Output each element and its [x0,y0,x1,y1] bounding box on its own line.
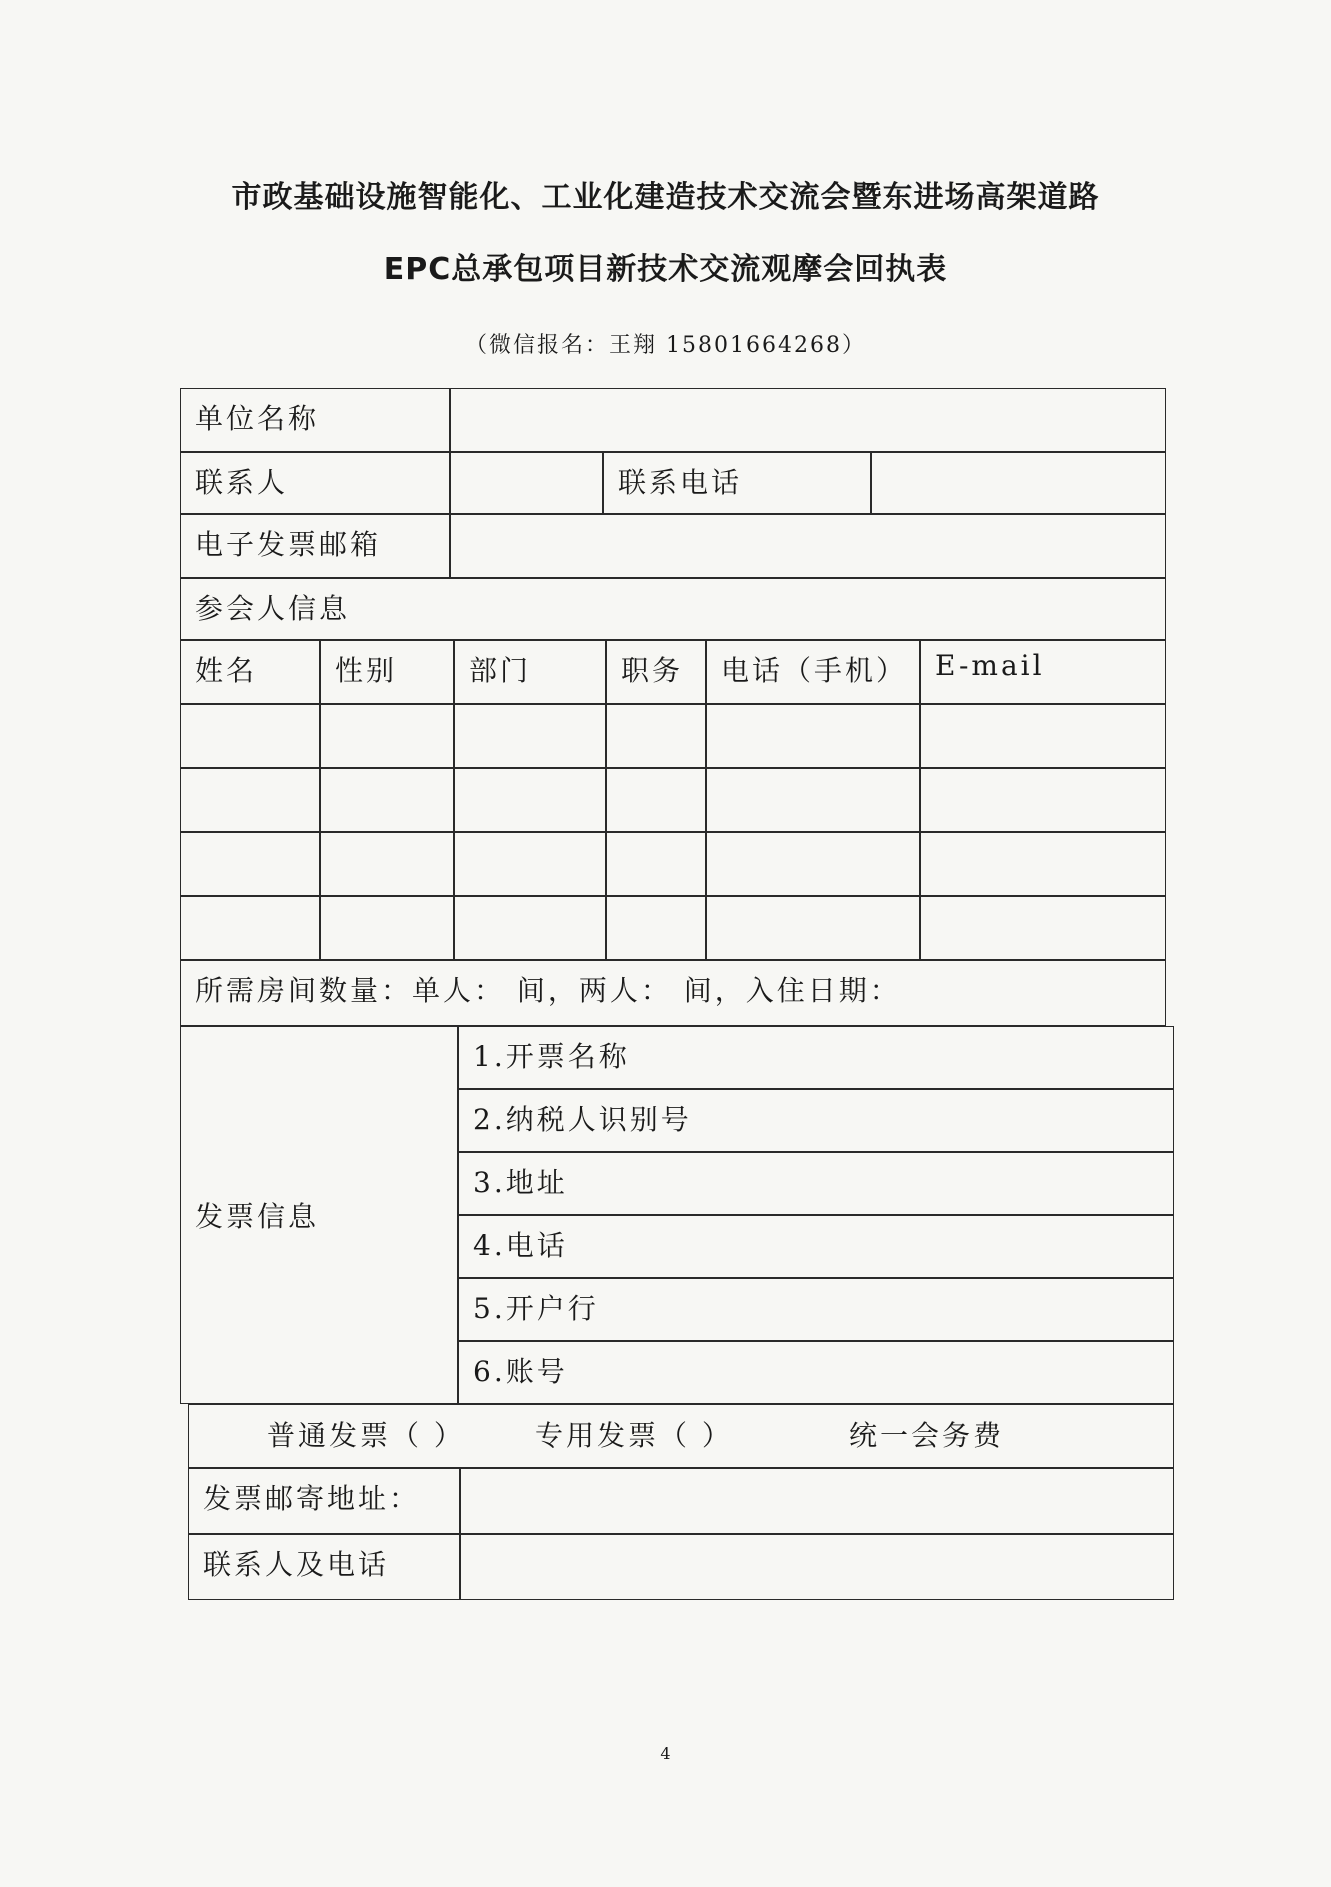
form-title-line-2: EPC总承包项目新技术交流观摩会回执表 [383,252,948,287]
invoice-item-phone[interactable]: 4.电话 [458,1215,1174,1278]
attendee-cell[interactable] [920,896,1166,960]
attendee-cell[interactable] [180,832,320,896]
attendee-cell[interactable] [180,896,320,960]
contact-and-phone-field[interactable] [460,1534,1174,1600]
page-number: 4 [660,1744,671,1763]
attendee-cell[interactable] [320,896,454,960]
attendee-cell[interactable] [454,704,606,768]
wechat-registration-note: （微信报名：王翔 15801664268） [465,333,866,358]
attendee-col-email: E-mail [920,640,1166,704]
attendee-cell[interactable] [706,832,920,896]
attendee-col-gender: 性别 [320,640,454,704]
attendee-cell[interactable] [706,704,920,768]
attendee-cell[interactable] [920,768,1166,832]
attendee-cell[interactable] [180,768,320,832]
attendee-cell[interactable] [606,704,706,768]
attendee-cell[interactable] [606,896,706,960]
room-request-line[interactable]: 所需房间数量：单人： 间，两人： 间，入住日期： [180,960,1166,1026]
attendee-col-name: 姓名 [180,640,320,704]
invoice-item-name[interactable]: 1.开票名称 [458,1026,1174,1089]
invoice-mail-address-field[interactable] [460,1468,1174,1534]
attendee-cell[interactable] [320,768,454,832]
attendee-cell[interactable] [606,768,706,832]
attendee-cell[interactable] [606,832,706,896]
invoice-mail-address-label: 发票邮寄地址： [188,1468,460,1534]
attendee-cell[interactable] [920,704,1166,768]
unit-name-label: 单位名称 [180,388,450,452]
attendee-cell[interactable] [706,768,920,832]
attendee-cell[interactable] [454,768,606,832]
contact-person-field[interactable] [450,452,603,514]
attendee-col-mobile: 电话（手机） [706,640,920,704]
attendee-cell[interactable] [920,832,1166,896]
attendee-cell[interactable] [320,832,454,896]
attendee-cell[interactable] [180,704,320,768]
invoice-item-account[interactable]: 6.账号 [458,1341,1174,1404]
invoice-type-row [188,1404,1174,1468]
invoice-item-bank[interactable]: 5.开户行 [458,1278,1174,1341]
contact-phone-field[interactable] [871,452,1166,514]
invoice-info-label: 发票信息 [180,1026,458,1404]
unit-name-field[interactable] [450,388,1166,452]
attendee-col-department: 部门 [454,640,606,704]
attendee-col-position: 职务 [606,640,706,704]
attendee-cell[interactable] [454,896,606,960]
attendee-cell[interactable] [320,704,454,768]
contact-and-phone-label: 联系人及电话 [188,1534,460,1600]
invoice-type-special[interactable]: 专用发票（ ） [535,1419,733,1452]
invoice-email-field[interactable] [450,514,1166,578]
invoice-email-label: 电子发票邮箱 [180,514,450,578]
invoice-item-tax-id[interactable]: 2.纳税人识别号 [458,1089,1174,1152]
attendee-cell[interactable] [454,832,606,896]
form-title-line-1: 市政基础设施智能化、工业化建造技术交流会暨东进场高架道路 [231,180,1100,215]
attendee-info-label: 参会人信息 [180,578,1166,640]
invoice-type-regular[interactable]: 普通发票（ ） [267,1419,465,1452]
contact-person-label: 联系人 [180,452,450,514]
invoice-unified-fee: 统一会务费 [849,1419,1005,1452]
contact-phone-label: 联系电话 [603,452,871,514]
invoice-item-address[interactable]: 3.地址 [458,1152,1174,1215]
attendee-cell[interactable] [706,896,920,960]
